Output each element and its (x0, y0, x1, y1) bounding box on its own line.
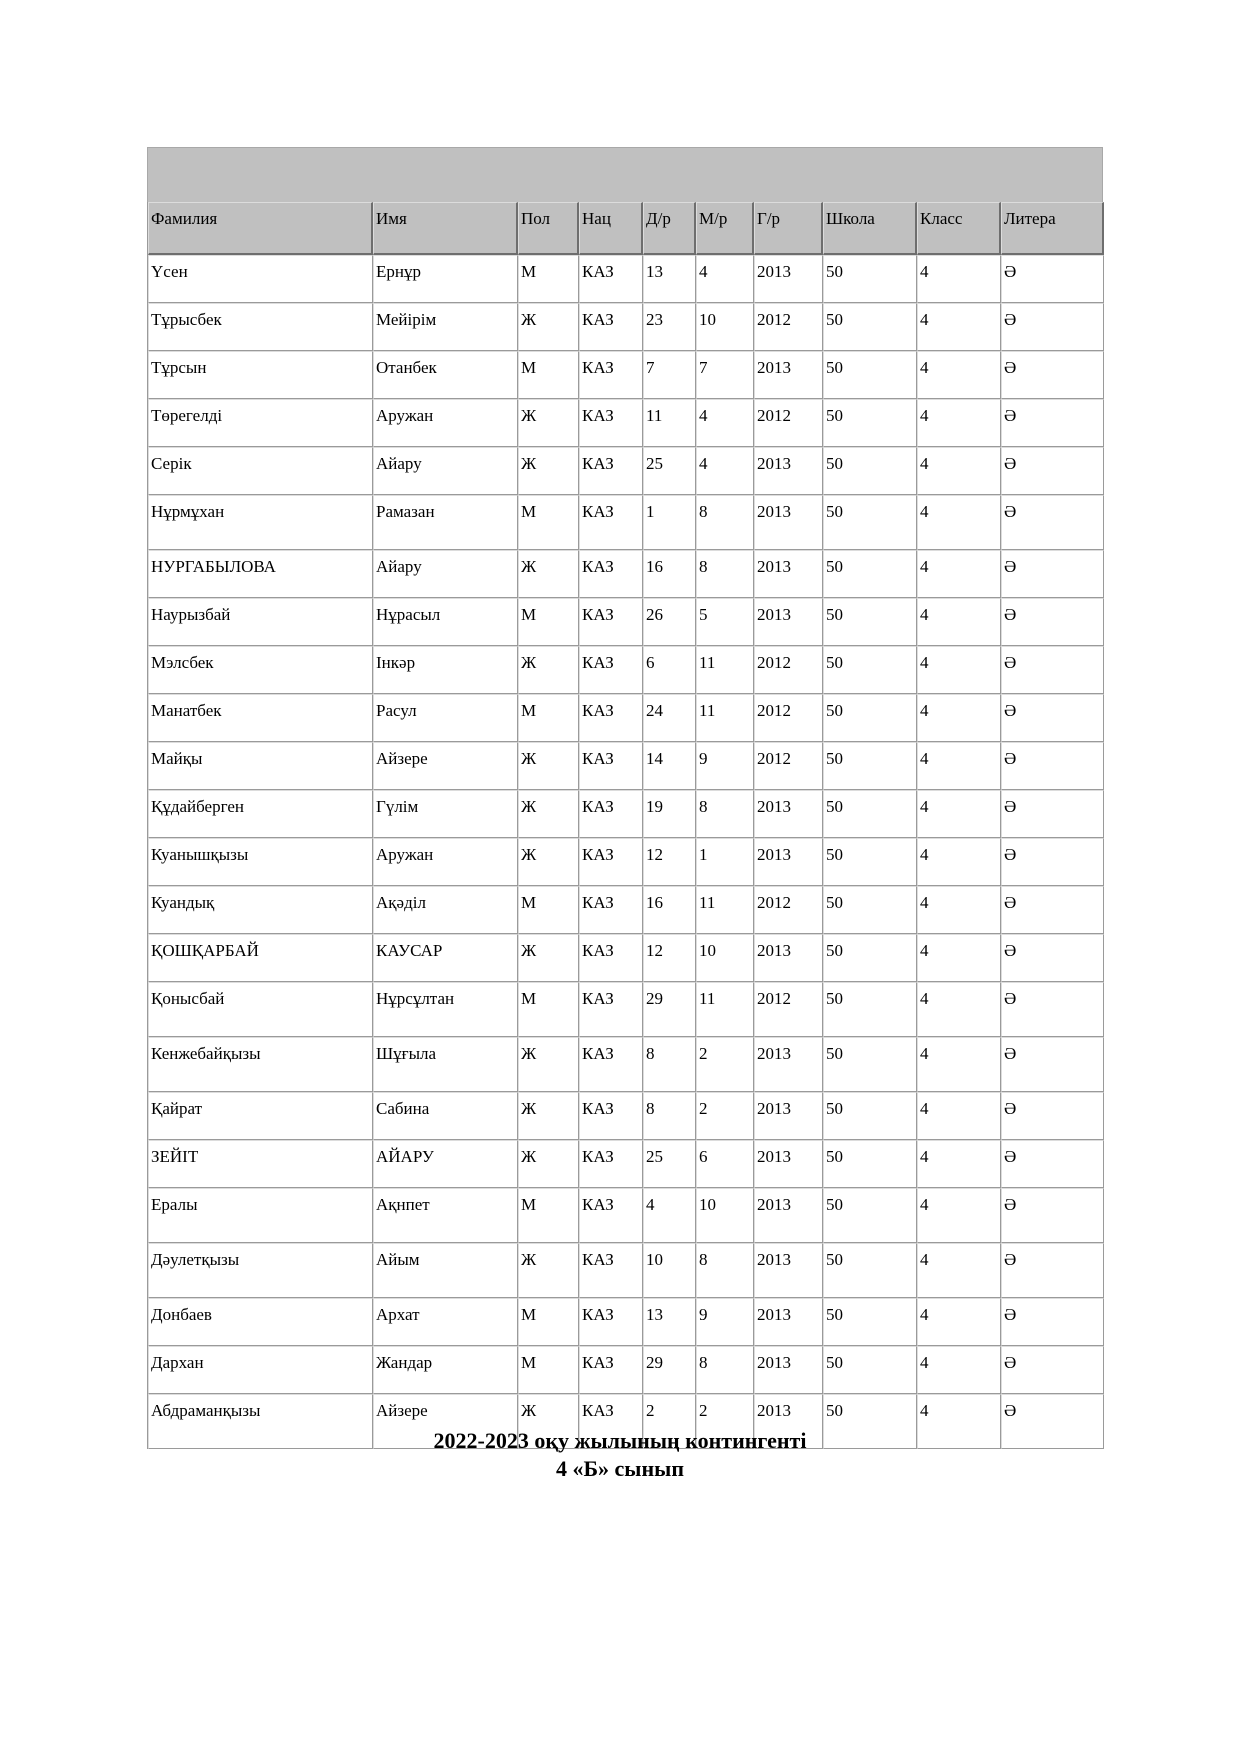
table-row (148, 934, 1104, 982)
cell-birth-month: 2 (696, 1037, 754, 1092)
cell-sex: М (518, 694, 579, 742)
cell-surname: Төрегелді (148, 399, 373, 447)
cell-nationality: КАЗ (579, 1298, 643, 1346)
cell-birth-day: 13 (643, 255, 696, 303)
cell-birth-year: 2013 (754, 1346, 823, 1394)
cell-grade: 4 (917, 838, 1001, 886)
cell-surname: Дархан (148, 1346, 373, 1394)
table-row (148, 351, 1104, 399)
cell-nationality: КАЗ (579, 934, 643, 982)
cell-school: 50 (823, 495, 917, 550)
cell-surname: Құдайберген (148, 790, 373, 838)
cell-surname: Үсен (148, 255, 373, 303)
cell-name: Гүлім (373, 790, 518, 838)
cell-name: Мейірім (373, 303, 518, 351)
cell-birth-year: 2013 (754, 550, 823, 598)
table-row (148, 1243, 1104, 1298)
cell-name: КАУСАР (373, 934, 518, 982)
cell-birth-month: 10 (696, 1188, 754, 1243)
cell-nationality: КАЗ (579, 495, 643, 550)
cell-grade: 4 (917, 303, 1001, 351)
cell-birth-day: 14 (643, 742, 696, 790)
cell-name: Архат (373, 1298, 518, 1346)
cell-birth-day: 10 (643, 1243, 696, 1298)
cell-letter: Ә (1001, 742, 1104, 790)
cell-grade: 4 (917, 1346, 1001, 1394)
students-table (147, 202, 1104, 1449)
cell-sex: М (518, 886, 579, 934)
cell-sex: Ж (518, 447, 579, 495)
cell-name: Шұғыла (373, 1037, 518, 1092)
cell-sex: Ж (518, 399, 579, 447)
cell-birth-month: 11 (696, 646, 754, 694)
cell-name: Айзере (373, 742, 518, 790)
cell-grade: 4 (917, 790, 1001, 838)
cell-letter: Ә (1001, 790, 1104, 838)
cell-school: 50 (823, 1394, 917, 1449)
cell-birth-year: 2012 (754, 694, 823, 742)
table-body (148, 255, 1104, 1449)
header-letter: Литера (1001, 202, 1104, 255)
cell-name: Інкәр (373, 646, 518, 694)
cell-grade: 4 (917, 495, 1001, 550)
cell-school: 50 (823, 1092, 917, 1140)
cell-name: Рамазан (373, 495, 518, 550)
table-row (148, 399, 1104, 447)
cell-school: 50 (823, 399, 917, 447)
cell-name: Ернұр (373, 255, 518, 303)
table-row (148, 790, 1104, 838)
cell-birth-year: 2013 (754, 1298, 823, 1346)
cell-birth-year: 2013 (754, 1140, 823, 1188)
cell-birth-month: 11 (696, 982, 754, 1037)
cell-grade: 4 (917, 399, 1001, 447)
cell-birth-day: 4 (643, 1188, 696, 1243)
cell-birth-day: 29 (643, 1346, 696, 1394)
cell-letter: Ә (1001, 351, 1104, 399)
cell-birth-day: 8 (643, 1092, 696, 1140)
cell-birth-year: 2012 (754, 399, 823, 447)
cell-birth-year: 2012 (754, 742, 823, 790)
caption-title: 2022-2023 оқу жылының контингенті (433, 1428, 807, 1453)
cell-sex: Ж (518, 790, 579, 838)
cell-birth-day: 6 (643, 646, 696, 694)
cell-birth-month: 11 (696, 694, 754, 742)
cell-birth-year: 2013 (754, 1394, 823, 1449)
cell-surname: ҚОШҚАРБАЙ (148, 934, 373, 982)
cell-birth-day: 25 (643, 447, 696, 495)
cell-surname: Тұрысбек (148, 303, 373, 351)
cell-birth-year: 2013 (754, 351, 823, 399)
cell-sex: М (518, 1298, 579, 1346)
cell-name: Расул (373, 694, 518, 742)
cell-school: 50 (823, 742, 917, 790)
header-birth-year: Г/р (754, 202, 823, 255)
cell-nationality: КАЗ (579, 1394, 643, 1449)
cell-grade: 4 (917, 351, 1001, 399)
cell-school: 50 (823, 1140, 917, 1188)
cell-birth-year: 2013 (754, 1092, 823, 1140)
cell-birth-year: 2013 (754, 1243, 823, 1298)
cell-surname: Майқы (148, 742, 373, 790)
cell-grade: 4 (917, 447, 1001, 495)
cell-birth-month: 2 (696, 1394, 754, 1449)
cell-sex: Ж (518, 1243, 579, 1298)
cell-school: 50 (823, 1243, 917, 1298)
cell-school: 50 (823, 694, 917, 742)
cell-sex: М (518, 351, 579, 399)
cell-surname: Қайрат (148, 1092, 373, 1140)
cell-birth-day: 16 (643, 550, 696, 598)
cell-birth-day: 8 (643, 1037, 696, 1092)
table-row (148, 447, 1104, 495)
cell-birth-month: 8 (696, 1346, 754, 1394)
cell-name: Отанбек (373, 351, 518, 399)
cell-nationality: КАЗ (579, 742, 643, 790)
caption-class: 4 «Б» сынып (555, 1456, 684, 1481)
cell-birth-month: 8 (696, 550, 754, 598)
header-nationality: Нац (579, 202, 643, 255)
cell-nationality: КАЗ (579, 303, 643, 351)
cell-birth-month: 9 (696, 1298, 754, 1346)
cell-birth-year: 2013 (754, 1188, 823, 1243)
cell-birth-year: 2013 (754, 598, 823, 646)
cell-grade: 4 (917, 1140, 1001, 1188)
cell-nationality: КАЗ (579, 790, 643, 838)
cell-grade: 4 (917, 1243, 1001, 1298)
table-header-row (148, 202, 1104, 255)
cell-surname: Ералы (148, 1188, 373, 1243)
cell-letter: Ә (1001, 598, 1104, 646)
cell-sex: Ж (518, 1140, 579, 1188)
document-caption (0, 1427, 1240, 1483)
cell-letter: Ә (1001, 1188, 1104, 1243)
cell-birth-year: 2013 (754, 447, 823, 495)
cell-birth-year: 2013 (754, 255, 823, 303)
table-row (148, 495, 1104, 550)
cell-surname: Манатбек (148, 694, 373, 742)
cell-sex: Ж (518, 1394, 579, 1449)
cell-birth-month: 11 (696, 886, 754, 934)
header-birth-day: Д/р (643, 202, 696, 255)
cell-grade: 4 (917, 1188, 1001, 1243)
cell-surname: Куандық (148, 886, 373, 934)
cell-nationality: КАЗ (579, 1092, 643, 1140)
cell-sex: М (518, 982, 579, 1037)
cell-letter: Ә (1001, 694, 1104, 742)
cell-birth-year: 2013 (754, 934, 823, 982)
cell-grade: 4 (917, 598, 1001, 646)
cell-birth-month: 1 (696, 838, 754, 886)
cell-sex: Ж (518, 934, 579, 982)
cell-name: Аружан (373, 838, 518, 886)
cell-nationality: КАЗ (579, 255, 643, 303)
table-row (148, 886, 1104, 934)
cell-school: 50 (823, 790, 917, 838)
cell-school: 50 (823, 550, 917, 598)
cell-letter: Ә (1001, 495, 1104, 550)
cell-birth-day: 11 (643, 399, 696, 447)
cell-birth-day: 1 (643, 495, 696, 550)
cell-nationality: КАЗ (579, 982, 643, 1037)
cell-letter: Ә (1001, 934, 1104, 982)
cell-grade: 4 (917, 982, 1001, 1037)
cell-letter: Ә (1001, 646, 1104, 694)
cell-birth-day: 16 (643, 886, 696, 934)
cell-grade: 4 (917, 694, 1001, 742)
table-row (148, 255, 1104, 303)
cell-name: Жандар (373, 1346, 518, 1394)
cell-sex: Ж (518, 550, 579, 598)
cell-school: 50 (823, 1346, 917, 1394)
cell-birth-day: 19 (643, 790, 696, 838)
header-name: Имя (373, 202, 518, 255)
cell-school: 50 (823, 303, 917, 351)
cell-name: Ақнпет (373, 1188, 518, 1243)
cell-surname: Дәулетқызы (148, 1243, 373, 1298)
cell-birth-day: 7 (643, 351, 696, 399)
cell-nationality: КАЗ (579, 447, 643, 495)
cell-birth-day: 12 (643, 934, 696, 982)
cell-birth-month: 4 (696, 447, 754, 495)
cell-school: 50 (823, 1037, 917, 1092)
contingent-sheet (147, 147, 1103, 1449)
cell-sex: М (518, 598, 579, 646)
cell-surname: Қонысбай (148, 982, 373, 1037)
cell-birth-year: 2013 (754, 1037, 823, 1092)
cell-school: 50 (823, 934, 917, 982)
cell-birth-day: 29 (643, 982, 696, 1037)
cell-grade: 4 (917, 934, 1001, 982)
header-school: Школа (823, 202, 917, 255)
cell-name: Ақәділ (373, 886, 518, 934)
cell-school: 50 (823, 351, 917, 399)
table-row (148, 1298, 1104, 1346)
cell-nationality: КАЗ (579, 598, 643, 646)
cell-nationality: КАЗ (579, 1140, 643, 1188)
cell-name: Аружан (373, 399, 518, 447)
cell-name: Айым (373, 1243, 518, 1298)
cell-school: 50 (823, 1188, 917, 1243)
cell-sex: Ж (518, 1092, 579, 1140)
cell-surname: Серік (148, 447, 373, 495)
table-row (148, 646, 1104, 694)
cell-nationality: КАЗ (579, 399, 643, 447)
table-banner (147, 147, 1103, 202)
cell-nationality: КАЗ (579, 886, 643, 934)
table-row (148, 742, 1104, 790)
cell-school: 50 (823, 1298, 917, 1346)
cell-birth-month: 8 (696, 790, 754, 838)
cell-birth-day: 13 (643, 1298, 696, 1346)
table-row (148, 1140, 1104, 1188)
cell-birth-month: 6 (696, 1140, 754, 1188)
cell-letter: Ә (1001, 1346, 1104, 1394)
cell-nationality: КАЗ (579, 550, 643, 598)
cell-surname: ЗЕЙІТ (148, 1140, 373, 1188)
cell-sex: Ж (518, 838, 579, 886)
cell-birth-month: 8 (696, 495, 754, 550)
cell-grade: 4 (917, 255, 1001, 303)
cell-letter: Ә (1001, 1298, 1104, 1346)
cell-letter: Ә (1001, 886, 1104, 934)
cell-birth-month: 10 (696, 934, 754, 982)
cell-sex: Ж (518, 742, 579, 790)
table-row (148, 303, 1104, 351)
cell-birth-month: 7 (696, 351, 754, 399)
cell-letter: Ә (1001, 550, 1104, 598)
table-row (148, 1188, 1104, 1243)
cell-letter: Ә (1001, 399, 1104, 447)
cell-letter: Ә (1001, 982, 1104, 1037)
cell-birth-year: 2012 (754, 303, 823, 351)
cell-surname: Донбаев (148, 1298, 373, 1346)
cell-sex: Ж (518, 303, 579, 351)
cell-letter: Ә (1001, 1243, 1104, 1298)
cell-birth-month: 4 (696, 255, 754, 303)
cell-sex: М (518, 495, 579, 550)
cell-name: Айзере (373, 1394, 518, 1449)
cell-letter: Ә (1001, 303, 1104, 351)
table-row (148, 838, 1104, 886)
cell-sex: Ж (518, 646, 579, 694)
cell-sex: М (518, 1188, 579, 1243)
cell-grade: 4 (917, 1394, 1001, 1449)
cell-sex: Ж (518, 1037, 579, 1092)
cell-school: 50 (823, 886, 917, 934)
cell-letter: Ә (1001, 1092, 1104, 1140)
cell-birth-month: 10 (696, 303, 754, 351)
cell-letter: Ә (1001, 255, 1104, 303)
cell-letter: Ә (1001, 1394, 1104, 1449)
cell-birth-day: 2 (643, 1394, 696, 1449)
table-row (148, 1037, 1104, 1092)
cell-birth-year: 2012 (754, 886, 823, 934)
cell-birth-day: 12 (643, 838, 696, 886)
cell-surname: Абдраманқызы (148, 1394, 373, 1449)
cell-sex: М (518, 1346, 579, 1394)
header-birth-month: М/р (696, 202, 754, 255)
cell-surname: Наурызбай (148, 598, 373, 646)
cell-nationality: КАЗ (579, 646, 643, 694)
cell-birth-day: 23 (643, 303, 696, 351)
cell-surname: Куанышқызы (148, 838, 373, 886)
header-surname: Фамилия (148, 202, 373, 255)
cell-letter: Ә (1001, 838, 1104, 886)
cell-name: Айару (373, 550, 518, 598)
cell-birth-year: 2012 (754, 982, 823, 1037)
cell-birth-day: 26 (643, 598, 696, 646)
cell-sex: М (518, 255, 579, 303)
cell-grade: 4 (917, 1037, 1001, 1092)
cell-school: 50 (823, 838, 917, 886)
table-row (148, 982, 1104, 1037)
cell-name: Айару (373, 447, 518, 495)
cell-nationality: КАЗ (579, 1188, 643, 1243)
cell-surname: Кенжебайқызы (148, 1037, 373, 1092)
header-sex: Пол (518, 202, 579, 255)
cell-birth-day: 24 (643, 694, 696, 742)
cell-school: 50 (823, 598, 917, 646)
cell-nationality: КАЗ (579, 1346, 643, 1394)
cell-birth-month: 5 (696, 598, 754, 646)
table-row (148, 1092, 1104, 1140)
cell-nationality: КАЗ (579, 351, 643, 399)
cell-birth-month: 2 (696, 1092, 754, 1140)
cell-birth-year: 2013 (754, 838, 823, 886)
cell-letter: Ә (1001, 447, 1104, 495)
cell-nationality: КАЗ (579, 1243, 643, 1298)
cell-grade: 4 (917, 1092, 1001, 1140)
cell-school: 50 (823, 982, 917, 1037)
cell-surname: НУРГАБЫЛОВА (148, 550, 373, 598)
table-row (148, 1346, 1104, 1394)
cell-surname: Нұрмұхан (148, 495, 373, 550)
cell-birth-year: 2013 (754, 495, 823, 550)
cell-birth-month: 8 (696, 1243, 754, 1298)
cell-grade: 4 (917, 646, 1001, 694)
cell-nationality: КАЗ (579, 838, 643, 886)
cell-surname: Тұрсын (148, 351, 373, 399)
header-grade: Класс (917, 202, 1001, 255)
cell-name: Нұрсұлтан (373, 982, 518, 1037)
cell-nationality: КАЗ (579, 1037, 643, 1092)
cell-grade: 4 (917, 550, 1001, 598)
table-row (148, 598, 1104, 646)
cell-birth-day: 25 (643, 1140, 696, 1188)
cell-nationality: КАЗ (579, 694, 643, 742)
cell-surname: Мэлсбек (148, 646, 373, 694)
cell-birth-year: 2012 (754, 646, 823, 694)
table-row (148, 694, 1104, 742)
cell-grade: 4 (917, 886, 1001, 934)
cell-birth-month: 4 (696, 399, 754, 447)
cell-school: 50 (823, 255, 917, 303)
cell-school: 50 (823, 646, 917, 694)
cell-grade: 4 (917, 742, 1001, 790)
cell-grade: 4 (917, 1298, 1001, 1346)
cell-school: 50 (823, 447, 917, 495)
cell-letter: Ә (1001, 1037, 1104, 1092)
cell-name: Нұрасыл (373, 598, 518, 646)
table-row (148, 550, 1104, 598)
cell-name: АЙАРУ (373, 1140, 518, 1188)
cell-birth-month: 9 (696, 742, 754, 790)
cell-name: Сабина (373, 1092, 518, 1140)
cell-letter: Ә (1001, 1140, 1104, 1188)
cell-birth-year: 2013 (754, 790, 823, 838)
